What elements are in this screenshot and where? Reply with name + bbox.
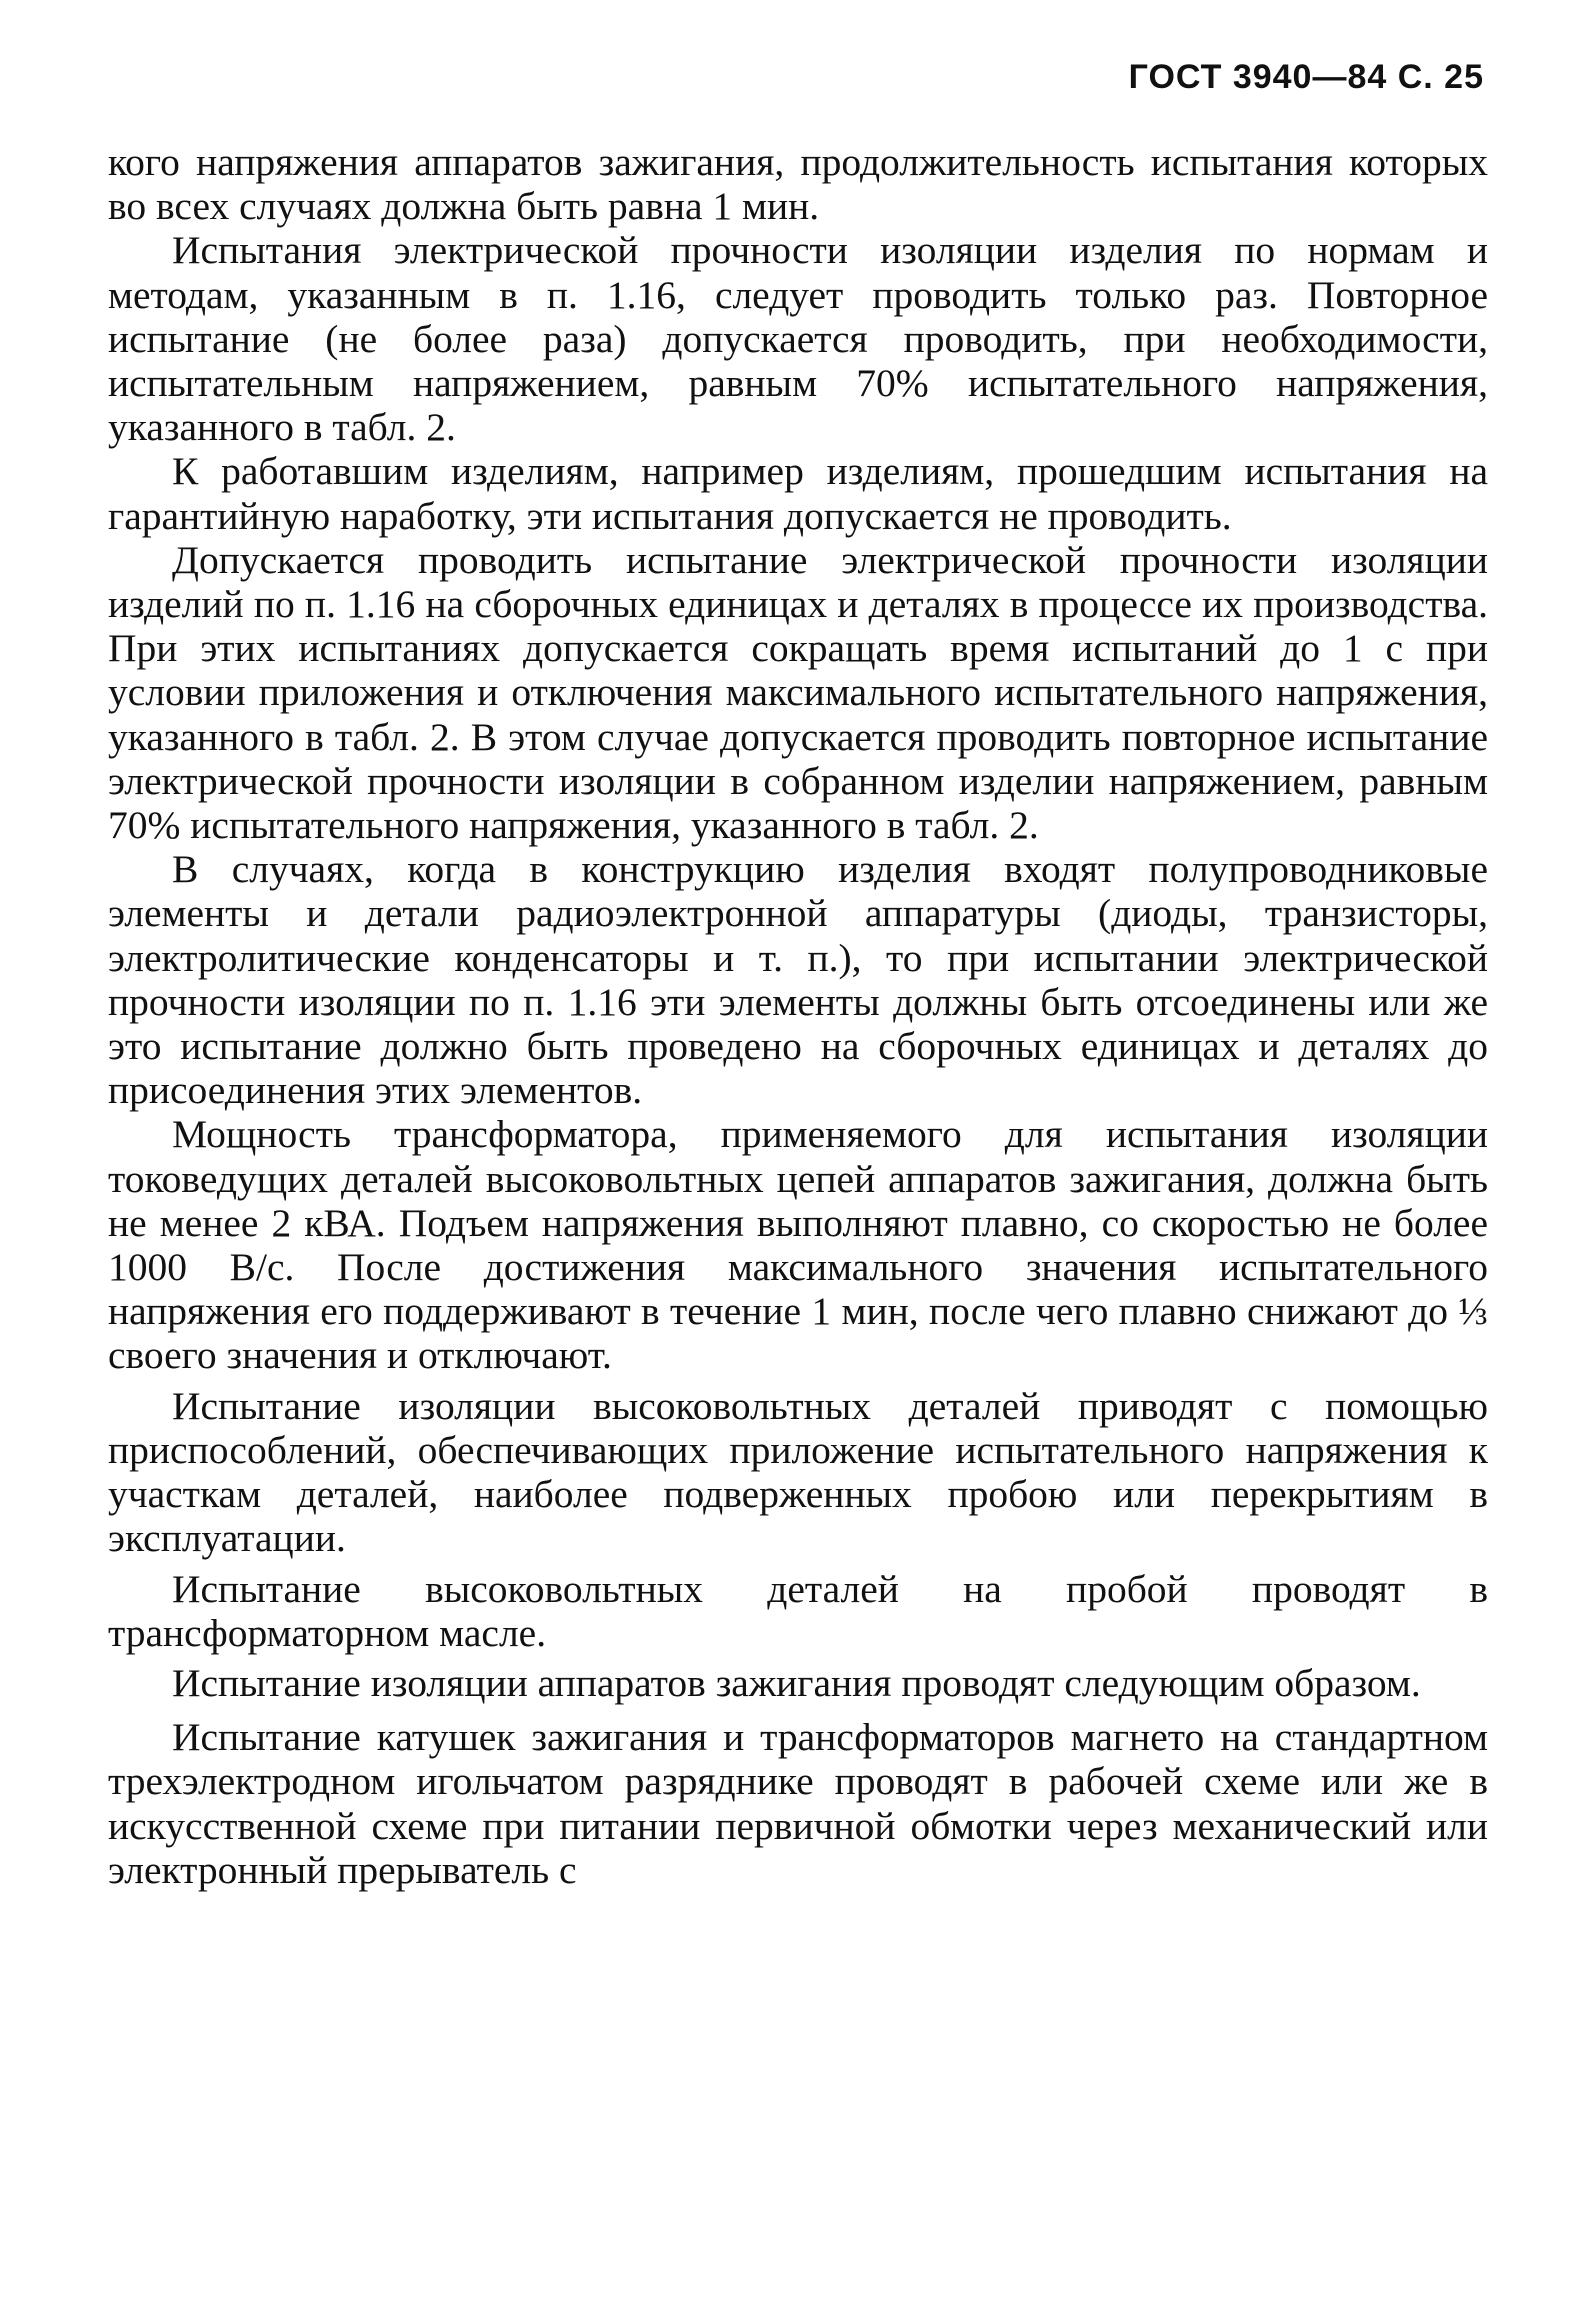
paragraph-ignition-insulation: Испытание изоляции аппаратов зажигания проводят следующим образом. [172, 1660, 1421, 1705]
paragraph-coil-testing: Испытание катушек зажигания и трансформаторов магнето на стандартном трехэлектродном игольчатом разряднике проводят в рабочей схеме или же в искусственной схеме при питании первичной обмотки через механический или электронный прерыватель с [108, 1715, 1488, 1892]
paragraph-used-products: К работавшим изделиям, например изделиям, прошедшим испытания на гарантийную наработку, эти испытания допускается не проводить. [108, 449, 1488, 538]
paragraph-high-voltage-parts: Испытание изоляции высоковольтных деталей приводят с помощью приспособлений, обеспечивающих приложение испытательного напряжения к участкам деталей, наиболее подверженных пробою или перекрытиям в эксплуатации. [108, 1383, 1488, 1561]
paragraph-semiconductor-elements: В случаях, когда в конструкцию изделия входят полупроводниковые элементы и детали радиоэлектронной аппаратуры (диоды, транзисторы, электролитические конденсаторы и т. п.), то при испытании электрической прочности изоляции по п. 1.16 эти элементы должны быть отсоединены или же это испытание должно быть проведено на сборочных единицах и деталях до присоединения этих элементов. [108, 847, 1488, 1113]
paragraph-transformer-power: Мощность трансформатора, применяемого для испытания изоляции токоведущих деталей высоковольтных цепей аппаратов зажигания, должна быть не менее 2 кВА. Подъем напряжения выполняют плавно, со скоростью не более 1000 В/с. После достижения максимального значения испытательного напряжения его поддерживают в течение 1 мин, после чего плавно снижают до ⅓ своего значения и отключают. [108, 1112, 1488, 1378]
paragraph-continuation: кого напряжения аппаратов зажигания, продолжительность испытания которых во всех случаях должна быть равна 1 мин. [108, 140, 1488, 229]
paragraph-dielectric-strength-test: Испытания электрической прочности изоляции изделия по нормам и методам, указанным в п. 1.16, следует проводить только раз. Повторное испытание (не более раза) допускается проводить, при необходимости, испытательным напряжением, равным 70% испытательного напряжения, указанного в табл. 2. [108, 228, 1488, 450]
body-text [108, 140, 1488, 1892]
paragraph-production-testing: Допускается проводить испытание электрической прочности изоляции изделий по п. 1.16 на сборочных единицах и деталях в процессе их производства. При этих испытаниях допускается сокращать время испытаний до 1 с при условии приложения и отключения максимального испытательного напряжения, указанного в табл. 2. В этом случае допускается проводить повторное испытание электрической прочности изоляции в собранном изделии напряжением, равным 70% испытательного напряжения, указанного в табл. 2. [108, 537, 1488, 848]
paragraph-breakdown-oil: Испытание высоковольтных деталей на пробой проводят в трансформаторном масле. [108, 1566, 1488, 1655]
running-header: ГОСТ 3940—84 С. 25 [1128, 58, 1484, 96]
